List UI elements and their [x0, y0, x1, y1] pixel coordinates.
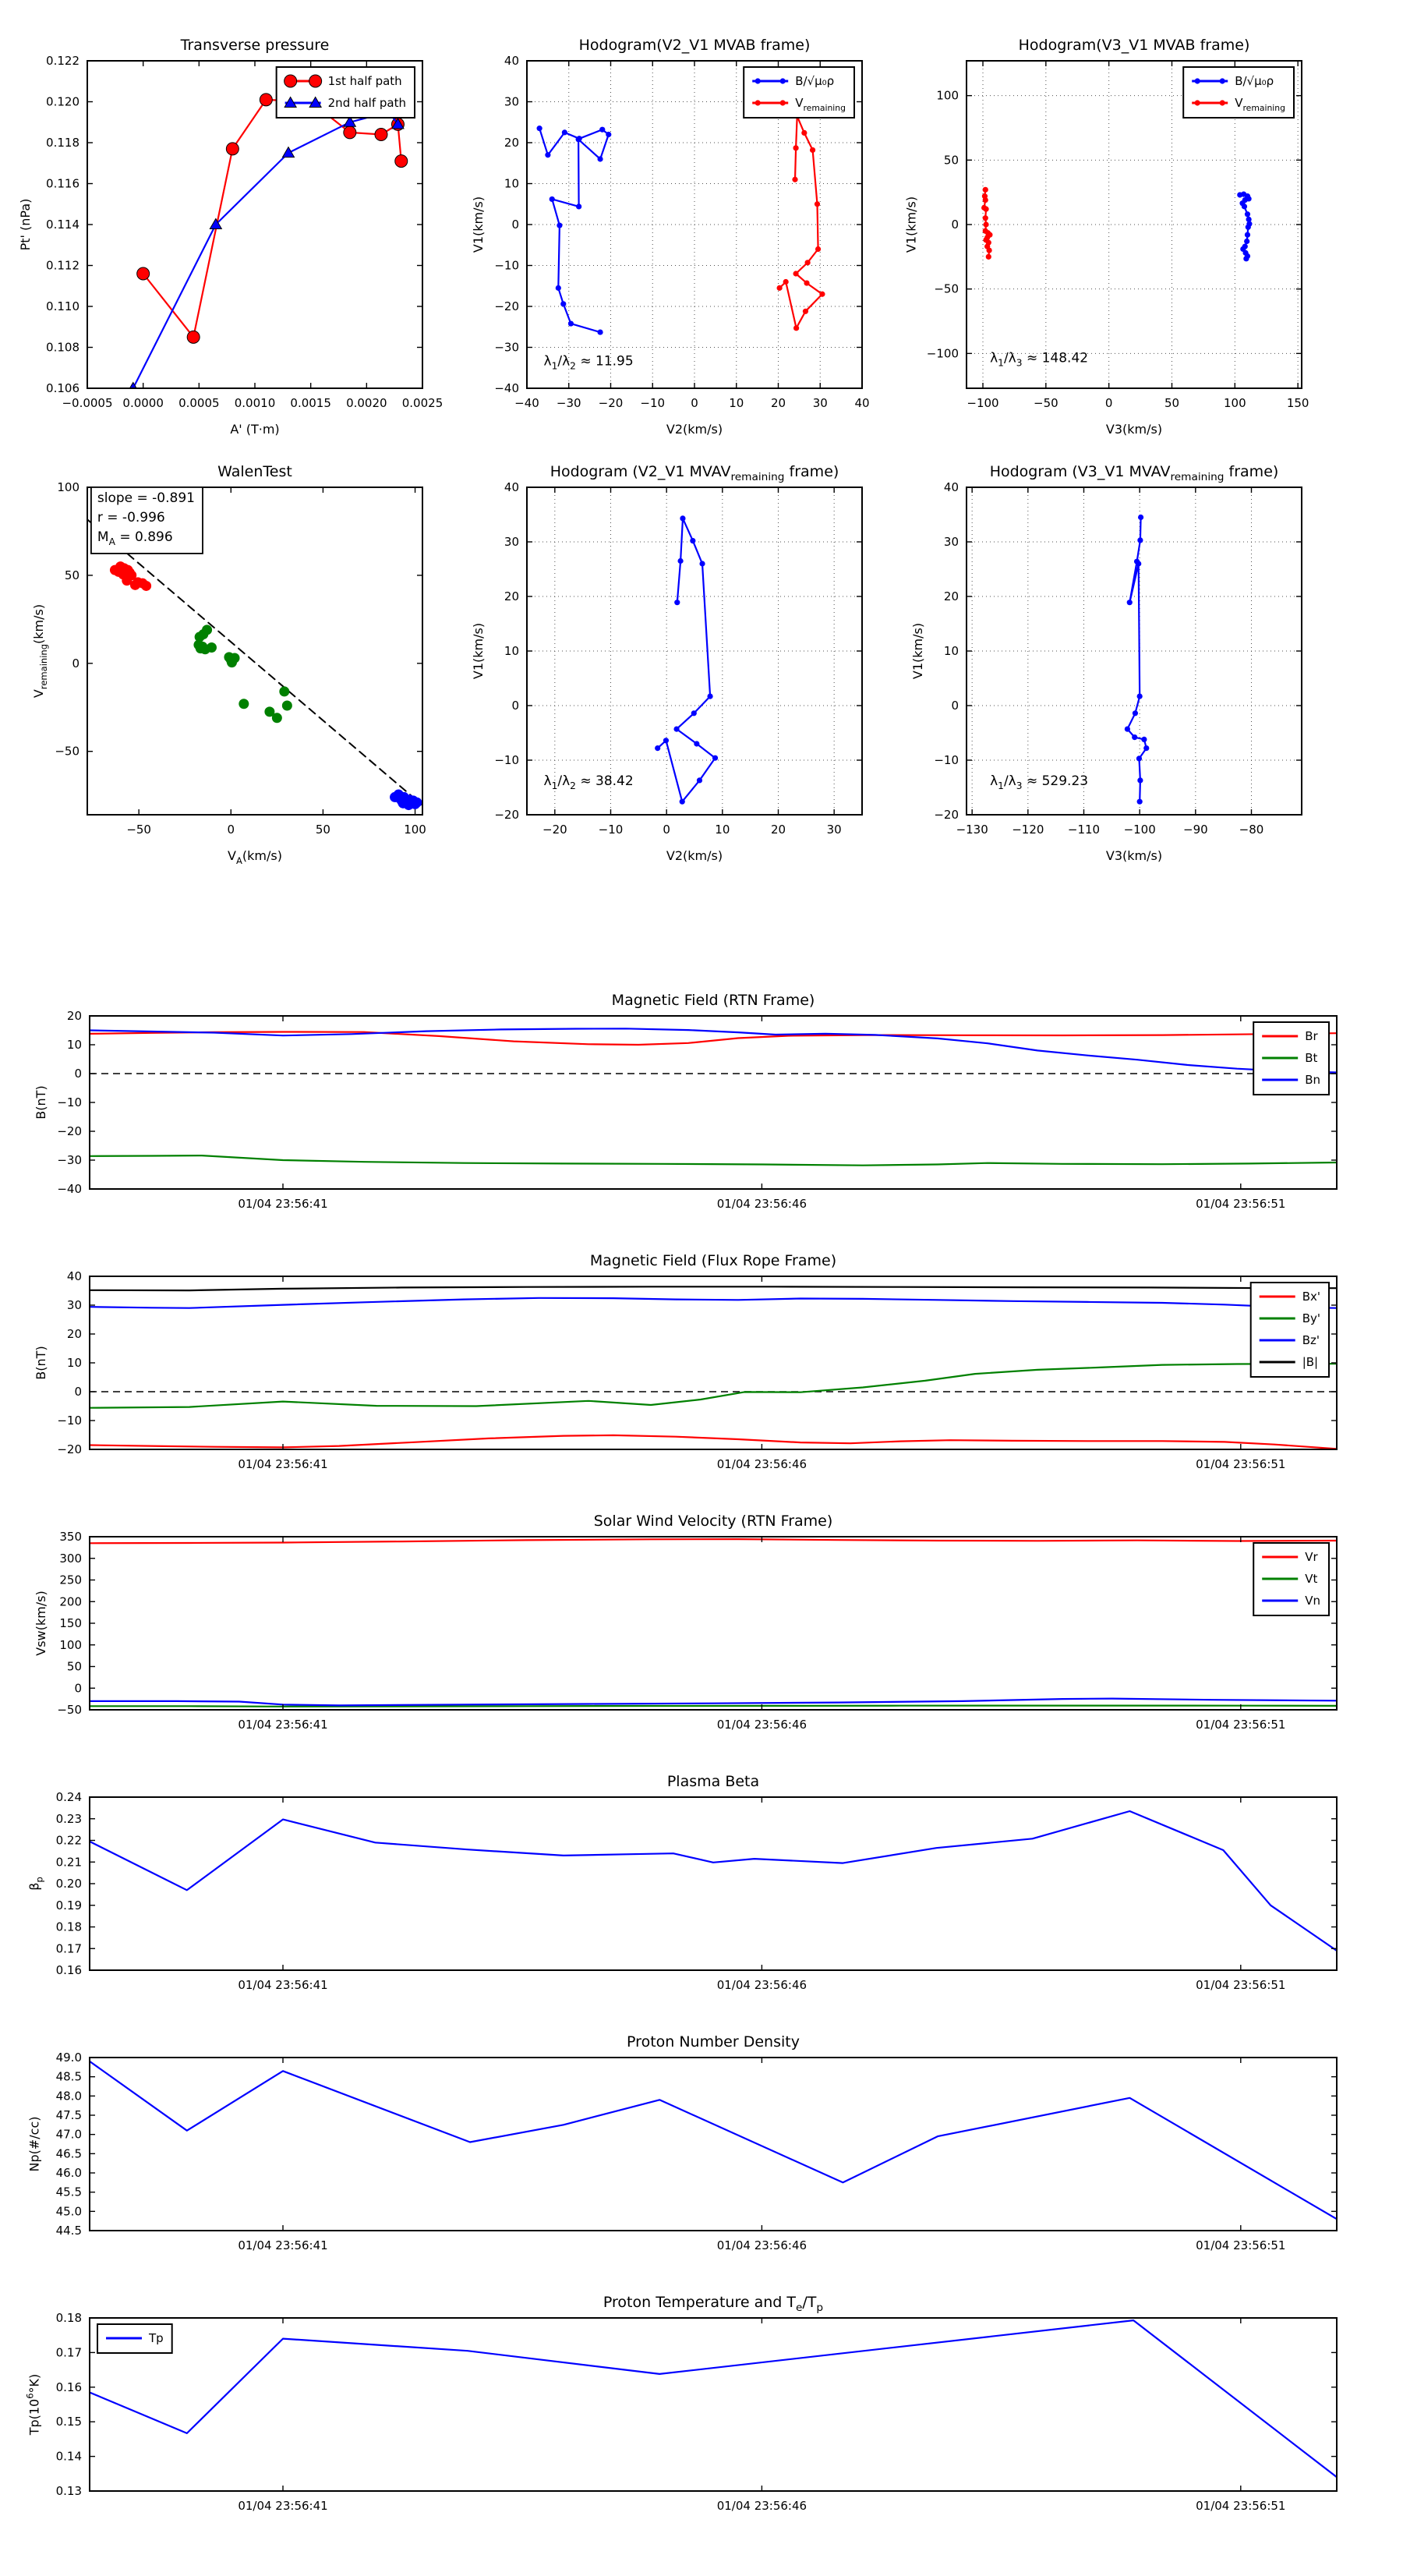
x-tick-label: 100 — [1224, 396, 1246, 410]
x-tick-label: 0 — [227, 823, 235, 837]
y-tick-label: 100 — [936, 88, 959, 103]
legend-label: Bz' — [1302, 1333, 1320, 1347]
y-tick-label: 47.0 — [55, 2127, 82, 2142]
y-tick-label: −20 — [934, 808, 959, 822]
y-tick-label: 150 — [59, 1616, 82, 1630]
y-axis-label: Pt' (nPa) — [18, 198, 33, 251]
y-tick-label: 0 — [951, 699, 959, 713]
y-axis-label: $V_{remaining}(km/s)$ — [30, 603, 49, 699]
y-tick-label: 0 — [74, 1067, 82, 1081]
legend-label: By' — [1302, 1311, 1320, 1325]
legend-label: Vt — [1305, 1572, 1318, 1586]
x-axis-label: V2(km/s) — [666, 422, 723, 437]
x-tick-label: 01/04 23:56:46 — [716, 1978, 808, 1992]
x-tick-label: 20 — [770, 396, 786, 410]
y-axis-label: V1(km/s) — [903, 196, 919, 253]
y-tick-label: 0.20 — [55, 1877, 82, 1891]
legend — [1253, 1543, 1329, 1615]
y-tick-label: −30 — [494, 340, 519, 355]
y-tick-label: 0 — [74, 1385, 82, 1399]
y-tick-label: 48.5 — [55, 2069, 82, 2084]
x-tick-label: 01/04 23:56:41 — [238, 1457, 328, 1471]
y-axis-label: B(nT) — [33, 1085, 48, 1120]
y-tick-label: 20 — [943, 589, 959, 603]
y-tick-label: 350 — [59, 1530, 82, 1544]
x-tick-label: 01/04 23:56:51 — [1196, 2499, 1286, 2513]
x-tick-label: −120 — [1012, 823, 1044, 837]
chart-plasma-beta — [27, 1773, 1337, 1992]
y-tick-label: 30 — [504, 535, 519, 549]
legend-label: Bn — [1305, 1073, 1320, 1087]
chart-hodogram-v3v1-mvav — [910, 463, 1302, 863]
y-tick-label: 10 — [66, 1038, 82, 1052]
x-tick-label: −90 — [1183, 823, 1208, 837]
x-tick-label: 01/04 23:56:41 — [238, 1718, 328, 1732]
legend-label: $V_{remaining}$ — [1235, 96, 1285, 113]
x-tick-label: −20 — [542, 823, 567, 837]
x-tick-label: −20 — [598, 396, 624, 410]
chart-hodogram-v2v1-mvav — [471, 463, 862, 863]
chart-title: Magnetic Field (RTN Frame) — [611, 992, 815, 1009]
x-tick-label: 20 — [770, 823, 786, 837]
y-tick-label: −10 — [494, 753, 519, 767]
y-tick-label: 48.0 — [55, 2089, 82, 2104]
chart-title: Hodogram(V2_V1 MVAB frame) — [578, 37, 811, 54]
y-tick-label: 45.0 — [55, 2204, 82, 2219]
x-tick-label: 100 — [404, 823, 426, 837]
legend-label: 1st half path — [327, 74, 402, 88]
x-tick-label: 01/04 23:56:46 — [716, 1457, 808, 1471]
y-tick-label: −10 — [57, 1414, 82, 1428]
y-tick-label: 200 — [59, 1594, 82, 1609]
y-tick-label: 46.0 — [55, 2166, 82, 2180]
y-tick-label: 10 — [504, 176, 519, 191]
annotation — [91, 487, 203, 554]
y-tick-label: 40 — [504, 480, 519, 494]
x-axis-label: V3(km/s) — [1105, 848, 1163, 863]
chart-title: Proton Temperature and $T_e/T_p$ — [603, 2294, 824, 2314]
y-tick-label: −50 — [55, 744, 80, 759]
x-tick-label: −100 — [1123, 823, 1156, 837]
y-tick-label: 0.18 — [55, 1920, 82, 1934]
legend — [1251, 1283, 1329, 1377]
annotation — [544, 773, 634, 791]
x-tick-label: 01/04 23:56:46 — [716, 2499, 808, 2513]
x-tick-label: −30 — [556, 396, 581, 410]
y-tick-label: 250 — [59, 1573, 82, 1587]
y-tick-label: −10 — [57, 1095, 82, 1109]
y-tick-label: 30 — [504, 94, 519, 109]
y-tick-label: 0 — [511, 699, 519, 713]
x-tick-label: 40 — [854, 396, 870, 410]
legend — [277, 67, 415, 118]
x-tick-label: 01/04 23:56:51 — [1196, 1457, 1286, 1471]
y-tick-label: 0.118 — [46, 136, 80, 150]
y-tick-label: 44.5 — [55, 2224, 82, 2238]
x-tick-label: 0.0015 — [290, 396, 331, 410]
x-tick-label: 01/04 23:56:41 — [238, 1197, 328, 1211]
x-tick-label: 01/04 23:56:41 — [238, 1978, 328, 1992]
x-tick-label: 0 — [1104, 396, 1113, 410]
x-tick-label: −40 — [514, 396, 539, 410]
y-tick-label: 40 — [504, 54, 519, 68]
legend-label: |B| — [1302, 1355, 1319, 1369]
y-axis-label: V1(km/s) — [910, 622, 925, 680]
y-axis-label: Np(#/cc) — [27, 2116, 42, 2172]
y-tick-label: 10 — [504, 644, 519, 658]
y-tick-label: 0.17 — [55, 1941, 82, 1956]
y-tick-label: 0.24 — [55, 1790, 82, 1804]
chart-title: Plasma Beta — [666, 1773, 760, 1790]
y-tick-label: −30 — [57, 1153, 82, 1167]
x-tick-label: 30 — [826, 823, 842, 837]
x-tick-label: 01/04 23:56:46 — [716, 2238, 808, 2252]
y-tick-label: −50 — [934, 281, 959, 296]
y-tick-label: 0 — [74, 1681, 82, 1696]
x-tick-label: −10 — [640, 396, 666, 410]
annotation-text: $\lambda_1/\lambda_2 \approx 38.42$ — [543, 773, 634, 792]
chart-magnetic-field-flux-rope — [34, 1252, 1337, 1471]
y-tick-label: 50 — [943, 153, 959, 168]
x-tick-label: −110 — [1067, 823, 1101, 837]
x-tick-label: 0.0025 — [401, 396, 444, 410]
y-tick-label: −50 — [57, 1703, 82, 1717]
y-tick-label: 50 — [66, 1659, 82, 1674]
y-tick-label: 0.122 — [46, 54, 80, 68]
x-tick-label: 0.0005 — [178, 396, 220, 410]
y-axis-label: $Tp(10^6^\circ K)$ — [24, 2373, 42, 2436]
y-tick-label: 0.106 — [46, 381, 80, 395]
annotation — [990, 773, 1088, 791]
legend — [97, 2324, 172, 2353]
annotation-text: r = -0.996 — [97, 509, 165, 525]
y-tick-label: 45.5 — [55, 2185, 82, 2199]
legend-label: 2nd half path — [327, 96, 406, 110]
y-tick-label: 300 — [59, 1551, 82, 1566]
y-tick-label: 0.120 — [46, 94, 80, 109]
legend-label: B/√μ₀ρ — [795, 74, 835, 88]
x-tick-label: −100 — [967, 396, 999, 410]
y-tick-label: −10 — [934, 753, 959, 767]
y-tick-label: −20 — [57, 1124, 82, 1138]
x-tick-label: 50 — [1164, 396, 1180, 410]
annotation — [544, 354, 634, 372]
y-tick-label: 0 — [951, 218, 959, 232]
y-tick-label: 0 — [511, 218, 519, 232]
x-tick-label: 01/04 23:56:41 — [238, 2499, 328, 2513]
y-tick-label: 0.18 — [55, 2311, 82, 2325]
y-tick-label: 20 — [504, 136, 519, 150]
legend-label: Bt — [1305, 1051, 1318, 1065]
y-tick-label: 30 — [66, 1298, 82, 1312]
legend — [1183, 67, 1294, 118]
legend-label: Vn — [1305, 1594, 1320, 1608]
annotation-text: slope = -0.891 — [97, 490, 195, 506]
chart-title: Transverse pressure — [180, 37, 330, 54]
y-tick-label: −20 — [57, 1442, 82, 1456]
y-axis-label: Vsw(km/s) — [33, 1591, 48, 1656]
legend-label: Tp — [149, 2331, 164, 2345]
x-tick-label: 10 — [715, 823, 730, 837]
x-tick-label: 01/04 23:56:51 — [1196, 1197, 1286, 1211]
x-tick-label: 0.0000 — [122, 396, 164, 410]
y-tick-label: 0.110 — [46, 299, 80, 313]
y-axis-label: $\beta_p$ — [27, 1877, 45, 1891]
chart-title: Solar Wind Velocity (RTN Frame) — [593, 1513, 833, 1530]
x-tick-label: 0.0020 — [346, 396, 387, 410]
y-tick-label: −10 — [494, 258, 519, 273]
annotation-text: $M_A = 0.896$ — [97, 529, 173, 547]
y-tick-label: 0.14 — [55, 2449, 82, 2464]
y-tick-label: 47.5 — [55, 2108, 82, 2122]
legend — [1253, 1022, 1329, 1095]
y-tick-label: 40 — [66, 1269, 82, 1283]
y-tick-label: 0.22 — [55, 1833, 82, 1848]
series-Vt — [90, 1706, 1337, 1707]
annotation-text: $\lambda_1/\lambda_3 \approx 529.23$ — [990, 773, 1089, 792]
y-tick-label: 0.108 — [46, 340, 80, 355]
x-tick-label: 10 — [729, 396, 744, 410]
legend-label: $V_{remaining}$ — [795, 96, 846, 113]
y-tick-label: 40 — [943, 480, 959, 494]
x-tick-label: −80 — [1239, 823, 1264, 837]
x-tick-label: 01/04 23:56:41 — [238, 2238, 328, 2252]
y-tick-label: 100 — [59, 1637, 82, 1652]
chart-title: Proton Number Density — [627, 2033, 800, 2051]
legend-label: Bx' — [1302, 1290, 1320, 1304]
x-tick-label: 50 — [315, 823, 330, 837]
y-tick-label: −40 — [494, 381, 519, 395]
legend-label: B/√μ₀ρ — [1235, 74, 1274, 88]
y-tick-label: 0.17 — [55, 2345, 82, 2360]
y-tick-label: 100 — [57, 480, 80, 494]
x-axis-label: A' (T·m) — [230, 422, 280, 437]
y-tick-label: 50 — [64, 568, 80, 582]
y-tick-label: 10 — [66, 1356, 82, 1370]
y-tick-label: −100 — [926, 346, 959, 361]
y-tick-label: 20 — [66, 1327, 82, 1341]
chart-proton-temperature — [24, 2294, 1337, 2513]
chart-title: WalenTest — [217, 463, 292, 480]
y-tick-label: 30 — [943, 535, 959, 549]
x-tick-label: 01/04 23:56:46 — [716, 1718, 808, 1732]
x-tick-label: 30 — [812, 396, 828, 410]
x-tick-label: −10 — [598, 823, 624, 837]
legend-label: Vr — [1305, 1550, 1318, 1564]
x-axis-label: V3(km/s) — [1105, 422, 1163, 437]
y-tick-label: 0.23 — [55, 1811, 82, 1826]
x-tick-label: −130 — [956, 823, 988, 837]
legend — [744, 67, 854, 118]
x-tick-label: 150 — [1286, 396, 1309, 410]
chart-walen-test — [31, 463, 426, 866]
y-tick-label: −20 — [494, 808, 519, 822]
x-tick-label: 01/04 23:56:51 — [1196, 1978, 1286, 1992]
legend-label: Br — [1305, 1029, 1318, 1043]
annotation — [990, 350, 1088, 368]
y-axis-label: V1(km/s) — [470, 196, 486, 253]
chart-title: Hodogram (V3_V1 $MVAV_{remaining}$ frame) — [989, 463, 1279, 483]
x-tick-label: 0.0010 — [234, 396, 276, 410]
y-tick-label: 0.15 — [55, 2415, 82, 2429]
y-tick-label: 0.21 — [55, 1855, 82, 1870]
x-axis-label: $V_A(km/s)$ — [228, 848, 282, 866]
chart-magnetic-field-rtn — [34, 992, 1337, 1211]
y-tick-label: 0 — [72, 656, 80, 671]
chart-title: Hodogram(V3_V1 MVAB frame) — [1018, 37, 1250, 54]
x-tick-label: −50 — [1034, 396, 1058, 410]
y-tick-label: 0.112 — [46, 258, 80, 273]
y-tick-label: 49.0 — [55, 2051, 82, 2065]
x-tick-label: 0 — [691, 396, 698, 410]
y-axis-label: B(nT) — [33, 1346, 48, 1380]
y-tick-label: 10 — [943, 644, 959, 658]
chart-hodogram-v2v1-mvab — [471, 37, 870, 437]
y-tick-label: 0.16 — [55, 2380, 82, 2394]
chart-proton-number-density — [27, 2033, 1337, 2252]
y-tick-label: 0.19 — [55, 1898, 82, 1913]
x-tick-label: 01/04 23:56:46 — [716, 1197, 808, 1211]
x-tick-label: 01/04 23:56:51 — [1196, 2238, 1286, 2252]
chart-title: Hodogram (V2_V1 $MVAV_{remaining}$ frame) — [550, 463, 839, 483]
x-tick-label: 01/04 23:56:51 — [1196, 1718, 1286, 1732]
y-tick-label: 0.13 — [55, 2484, 82, 2498]
y-tick-label: 20 — [66, 1009, 82, 1023]
y-tick-label: 0.114 — [46, 218, 80, 232]
x-tick-label: −50 — [126, 823, 151, 837]
chart-hodogram-v3v1-mvab — [903, 37, 1309, 437]
y-tick-label: 20 — [504, 589, 519, 603]
chart-solar-wind-velocity — [34, 1513, 1337, 1732]
x-tick-label: −0.0005 — [62, 396, 113, 410]
y-tick-label: −20 — [494, 299, 519, 313]
x-tick-label: 0 — [663, 823, 670, 837]
y-tick-label: 0.16 — [55, 1963, 82, 1977]
chart-transverse-pressure — [18, 37, 443, 437]
y-tick-label: 46.5 — [55, 2146, 82, 2161]
x-axis-label: V2(km/s) — [666, 848, 723, 863]
chart-title: Magnetic Field (Flux Rope Frame) — [589, 1252, 837, 1269]
y-tick-label: 0.116 — [46, 176, 80, 191]
y-axis-label: V1(km/s) — [470, 622, 486, 680]
annotation-text: $\lambda_1/\lambda_2 \approx 11.95$ — [543, 353, 634, 372]
annotation-text: $\lambda_1/\lambda_3 \approx 148.42$ — [990, 350, 1089, 369]
y-tick-label: −40 — [57, 1182, 82, 1196]
